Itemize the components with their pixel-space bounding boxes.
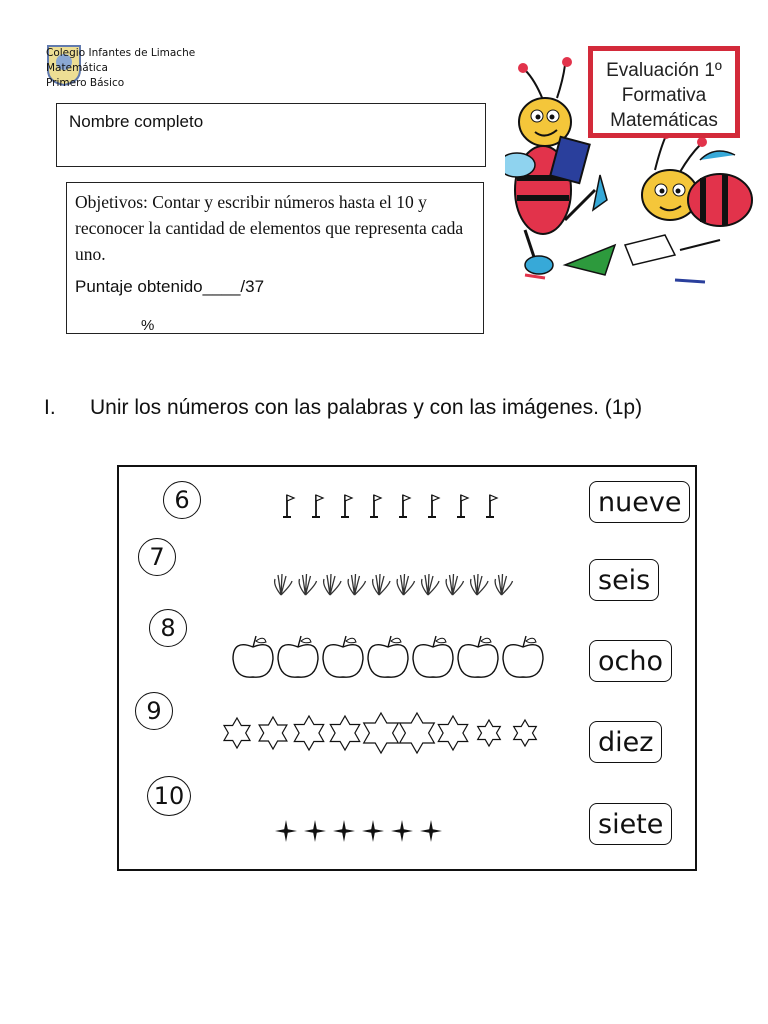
score-label: Puntaje obtenido____/37	[75, 277, 265, 296]
star-icon	[294, 716, 323, 750]
flag-icon	[457, 495, 468, 517]
section-numeral: I.	[44, 396, 56, 419]
number-circle-1[interactable]: 6	[163, 481, 201, 519]
apple-icon	[278, 636, 318, 677]
number-circle-4[interactable]: 9	[135, 692, 173, 730]
picture-row-hands[interactable]	[271, 571, 521, 601]
star-icon	[400, 713, 435, 753]
section-heading	[44, 396, 642, 420]
objectives-box	[66, 182, 484, 334]
sparkle-icon	[333, 820, 355, 842]
apple-icon	[233, 636, 273, 677]
star-icon	[330, 716, 359, 750]
badge-line-1: Evaluación 1º	[606, 60, 722, 81]
number-circle-2[interactable]: 7	[138, 538, 176, 576]
flag-icon	[399, 495, 410, 517]
picture-row-sparkles[interactable]	[274, 817, 449, 845]
flag-icon	[341, 495, 352, 517]
sparkle-icon	[391, 820, 413, 842]
word-box-2[interactable]: seis	[589, 559, 659, 601]
flag-icon	[283, 495, 294, 517]
evaluation-badge	[588, 46, 740, 138]
percent-label: %	[141, 317, 155, 334]
hand-icon	[446, 574, 463, 595]
star-icon	[364, 713, 399, 753]
hand-icon	[373, 574, 390, 595]
flag-icon	[312, 495, 323, 517]
apple-icon	[458, 636, 498, 677]
grade-name: Primero Básico	[46, 77, 125, 89]
sparkle-icon	[304, 820, 326, 842]
star-icon	[224, 718, 250, 748]
hand-icon	[422, 574, 439, 595]
sparkle-icon	[362, 820, 384, 842]
picture-row-apples[interactable]	[229, 633, 549, 681]
star-icon	[438, 716, 467, 750]
number-circle-5[interactable]: 10	[147, 776, 191, 816]
hand-icon	[324, 574, 341, 595]
badge-line-3: Matemáticas	[610, 110, 718, 131]
section-instruction: Unir los números con las palabras y con las imágenes. (1p)	[90, 396, 643, 419]
sparkle-icon	[420, 820, 442, 842]
hand-icon	[471, 574, 488, 595]
picture-row-flags[interactable]	[279, 491, 509, 523]
flag-icon	[428, 495, 439, 517]
apple-icon	[413, 636, 453, 677]
number-circle-3[interactable]: 8	[149, 609, 187, 647]
hand-icon	[299, 574, 316, 595]
badge-line-2: Formativa	[621, 85, 707, 106]
sparkle-icon	[275, 820, 297, 842]
star-icon	[514, 720, 537, 746]
picture-row-stars[interactable]	[215, 707, 555, 761]
word-box-3[interactable]: ocho	[589, 640, 672, 682]
word-box-4[interactable]: diez	[589, 721, 662, 763]
word-box-5[interactable]: siete	[589, 803, 672, 845]
name-field-label: Nombre completo	[69, 112, 204, 131]
hand-icon	[495, 574, 512, 595]
name-field[interactable]	[56, 103, 486, 167]
flag-icon	[486, 495, 497, 517]
school-header	[46, 46, 195, 91]
hand-icon	[275, 574, 292, 595]
hand-icon	[397, 574, 414, 595]
star-icon	[259, 717, 287, 749]
objectives-text: Objetivos: Contar y escribir números hasta el 10 y reconocer la cantidad de elementos que representa cada uno.	[75, 192, 464, 264]
subject-name: Matemática	[46, 62, 108, 74]
hand-icon	[348, 574, 365, 595]
matching-exercise	[117, 465, 697, 871]
school-name: Colegio Infantes de Limache	[46, 47, 196, 59]
star-icon	[478, 720, 501, 746]
apple-icon	[323, 636, 363, 677]
flag-icon	[370, 495, 381, 517]
apple-icon	[503, 636, 543, 677]
word-box-1[interactable]: nueve	[589, 481, 690, 523]
apple-icon	[368, 636, 408, 677]
